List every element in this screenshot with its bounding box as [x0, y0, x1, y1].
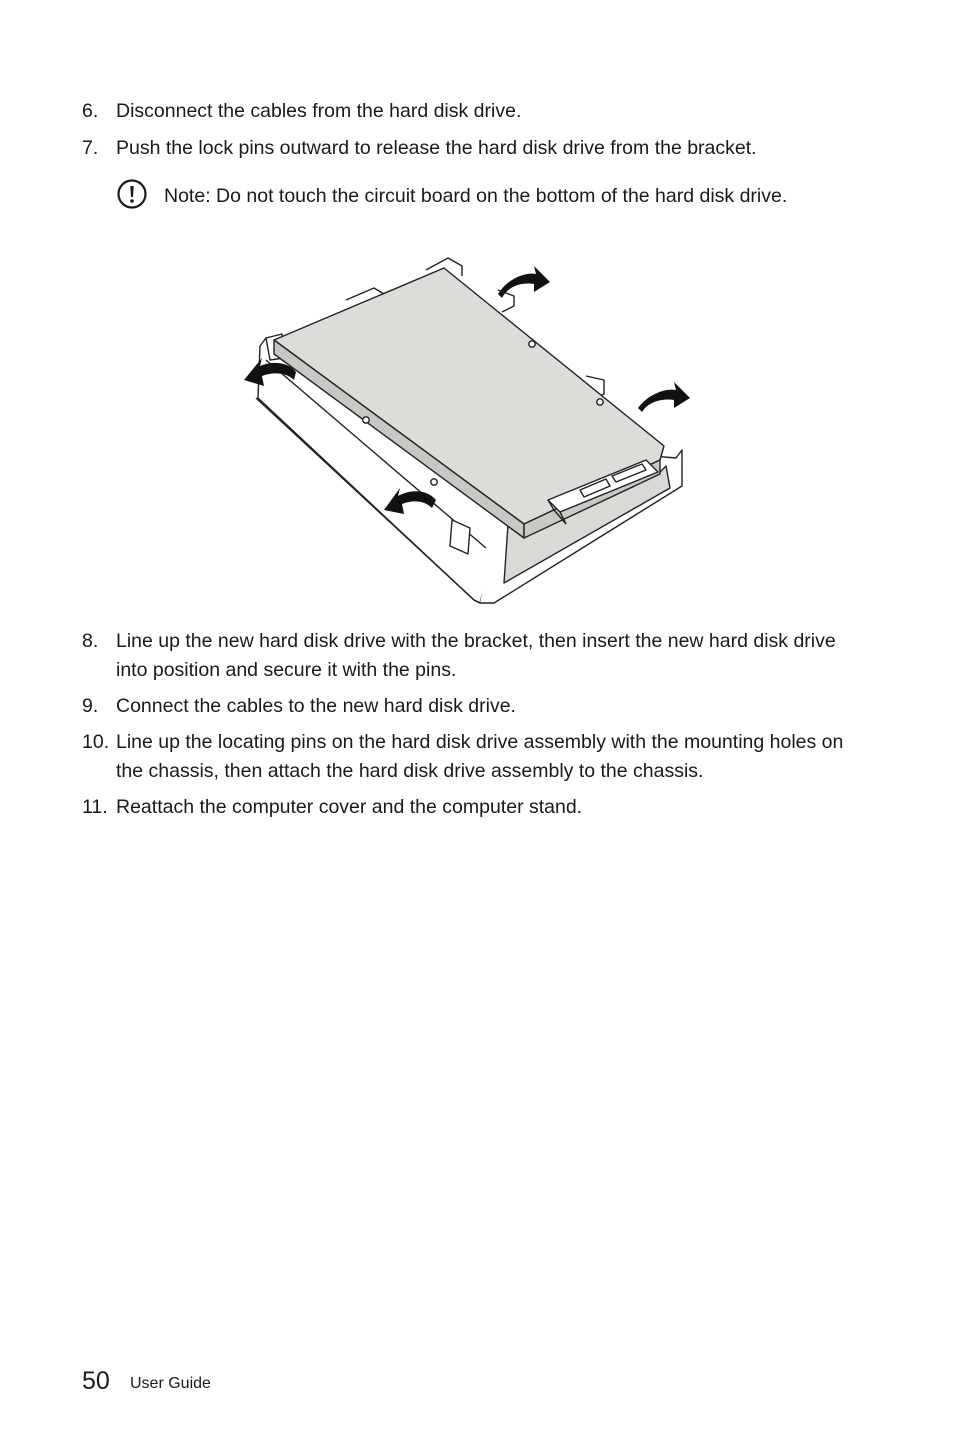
- note-text: Do not touch the circuit board on the bottom of the hard disk drive.: [216, 185, 788, 207]
- step-number: 7.: [82, 137, 99, 159]
- step-number: 10.: [82, 731, 110, 753]
- step-text: Reattach the computer cover and the computer stand.: [116, 796, 583, 818]
- step-text: Connect the cables to the new hard disk drive.: [116, 695, 516, 717]
- step-8: [82, 627, 872, 685]
- note-label: Note:: [164, 185, 211, 207]
- step-text: Disconnect the cables from the hard disk drive.: [116, 100, 522, 122]
- step-number: 9.: [82, 695, 99, 717]
- step-11: [82, 793, 872, 822]
- step-text: Line up the new hard disk drive with the bracket, then insert the new hard disk drive into position and secure it with the pins.: [116, 630, 836, 681]
- step-number: 8.: [82, 630, 99, 652]
- step-9: [82, 692, 872, 721]
- attention-icon: [116, 178, 148, 210]
- step-6: [82, 97, 872, 126]
- step-number: 11.: [82, 796, 108, 818]
- step-text: Line up the locating pins on the hard disk drive assembly with the mounting holes on the chassis, then attach the hard disk drive assembly to the chassis.: [116, 731, 844, 782]
- note-block: [116, 176, 836, 211]
- step-10: [82, 728, 872, 786]
- step-7: [82, 134, 872, 163]
- footer-title: User Guide: [130, 1375, 211, 1392]
- hard-disk-drive-bracket-illustration: [236, 248, 706, 610]
- note-body: [164, 176, 836, 211]
- page-number: 50: [82, 1367, 110, 1395]
- step-text: Push the lock pins outward to release the hard disk drive from the bracket.: [116, 137, 757, 159]
- step-number: 6.: [82, 100, 99, 122]
